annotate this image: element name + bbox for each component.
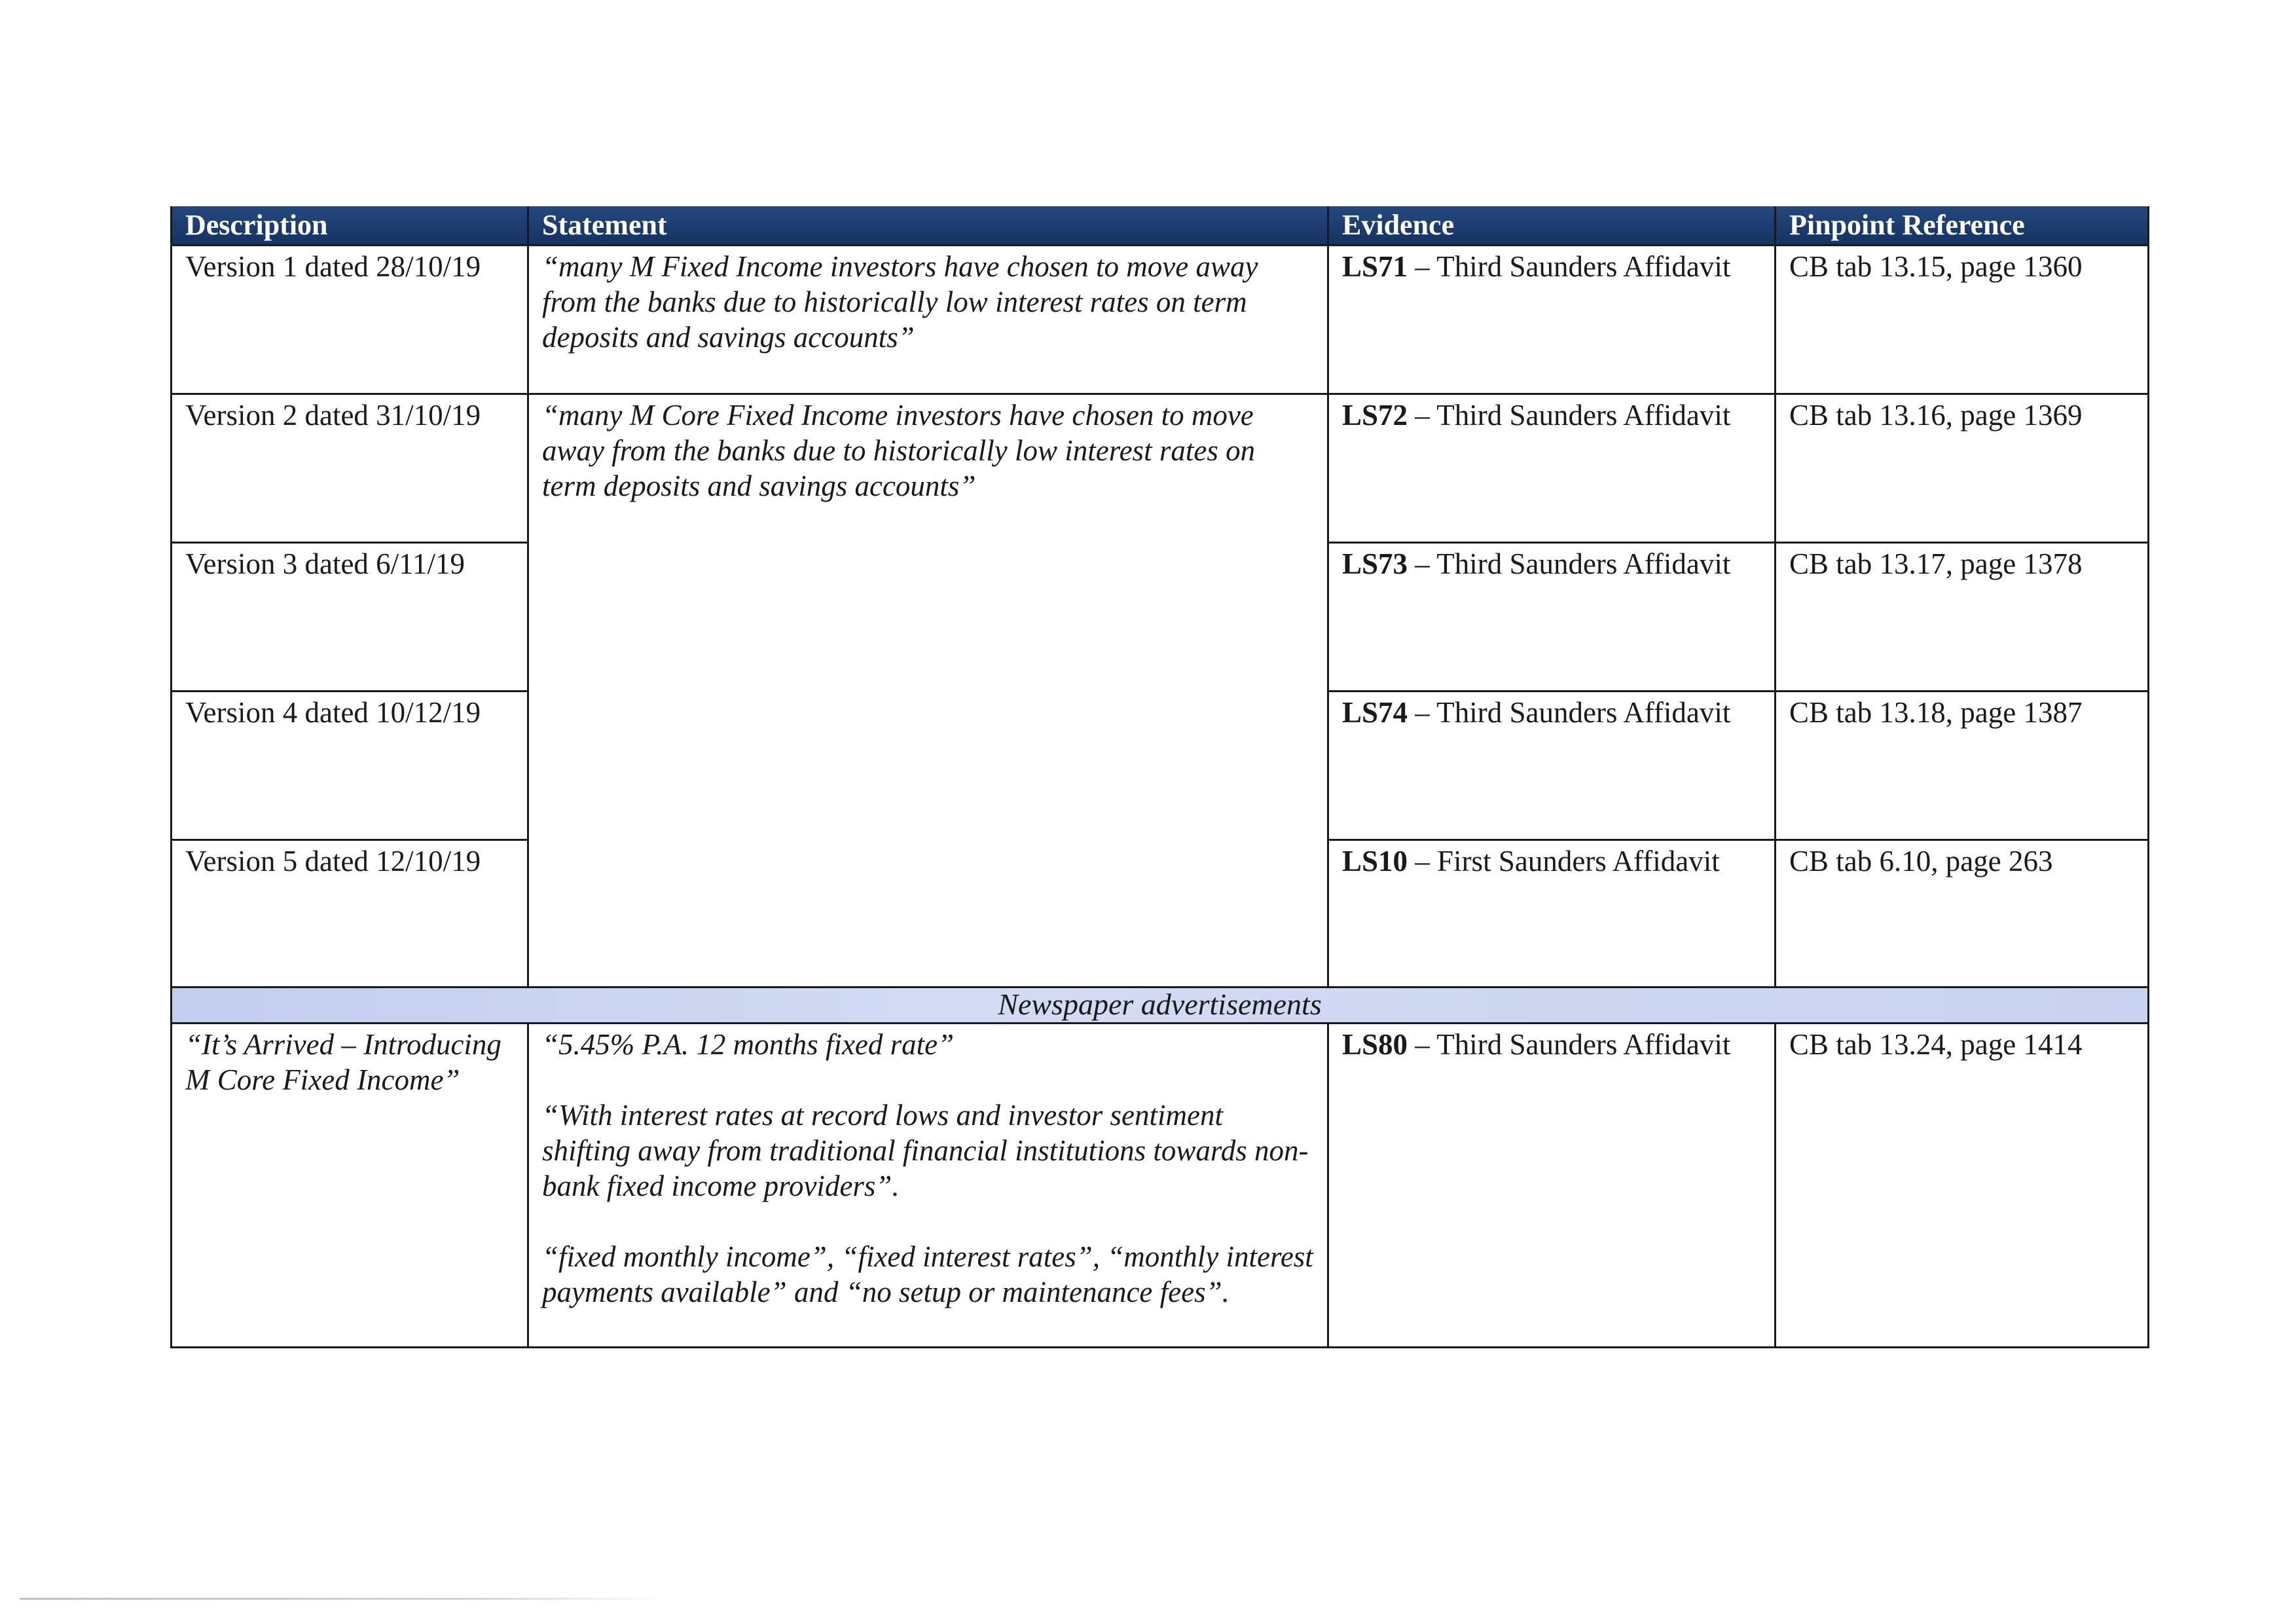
table-row bbox=[172, 394, 2149, 543]
evidence-text: – Third Saunders Affidavit bbox=[1408, 399, 1731, 432]
evidence-code: LS72 bbox=[1342, 399, 1408, 432]
statement-cell: “many M Core Fixed Income investors have chosen to move away from the banks due to historically low interest rates on term deposits and savings accounts” bbox=[528, 394, 1328, 987]
description-cell: Version 1 dated 28/10/19 bbox=[172, 246, 528, 394]
evidence-table bbox=[170, 206, 2149, 1348]
statement-cell: “many M Fixed Income investors have chosen to move away from the banks due to historically low interest rates on term deposits and savings accounts” bbox=[528, 246, 1328, 394]
evidence-text: – Third Saunders Affidavit bbox=[1408, 696, 1731, 729]
evidence-cell bbox=[1328, 246, 1776, 394]
pinpoint-cell: CB tab 13.15, page 1360 bbox=[1776, 246, 2149, 394]
statement-paragraph: “5.45% P.A. 12 months fixed rate” bbox=[542, 1028, 955, 1061]
evidence-cell bbox=[1328, 692, 1776, 840]
pinpoint-cell: CB tab 13.17, page 1378 bbox=[1776, 543, 2149, 692]
header-pinpoint-reference: Pinpoint Reference bbox=[1776, 206, 2149, 246]
section-row bbox=[172, 987, 2149, 1024]
header-statement: Statement bbox=[528, 206, 1328, 246]
table-row bbox=[172, 246, 2149, 394]
statement-cell bbox=[528, 1024, 1328, 1348]
description-cell: Version 5 dated 12/10/19 bbox=[172, 840, 528, 987]
pinpoint-cell: CB tab 13.16, page 1369 bbox=[1776, 394, 2149, 543]
evidence-cell bbox=[1328, 394, 1776, 543]
description-cell: Version 3 dated 6/11/19 bbox=[172, 543, 528, 692]
description-cell: Version 4 dated 10/12/19 bbox=[172, 692, 528, 840]
section-title: Newspaper advertisements bbox=[172, 987, 2149, 1024]
description-cell: Version 2 dated 31/10/19 bbox=[172, 394, 528, 543]
evidence-text: – Third Saunders Affidavit bbox=[1408, 250, 1731, 283]
evidence-code: LS71 bbox=[1342, 250, 1408, 283]
pinpoint-cell: CB tab 13.18, page 1387 bbox=[1776, 692, 2149, 840]
description-cell: “It’s Arrived – Introducing M Core Fixed Income” bbox=[172, 1024, 528, 1348]
header-evidence: Evidence bbox=[1328, 206, 1776, 246]
evidence-code: LS10 bbox=[1342, 845, 1408, 877]
evidence-code: LS73 bbox=[1342, 547, 1408, 580]
evidence-text: – Third Saunders Affidavit bbox=[1408, 1028, 1731, 1061]
evidence-code: LS80 bbox=[1342, 1028, 1408, 1061]
evidence-cell bbox=[1328, 543, 1776, 692]
evidence-code: LS74 bbox=[1342, 696, 1408, 729]
header-description: Description bbox=[172, 206, 528, 246]
evidence-text: – Third Saunders Affidavit bbox=[1408, 547, 1731, 580]
table-header-row bbox=[172, 206, 2149, 246]
evidence-cell bbox=[1328, 840, 1776, 987]
pinpoint-cell: CB tab 13.24, page 1414 bbox=[1776, 1024, 2149, 1348]
statement-paragraph: “With interest rates at record lows and investor sentiment shifting away from traditional financial institutions towards non-bank fixed income providers”. bbox=[542, 1099, 1309, 1202]
pinpoint-cell: CB tab 6.10, page 263 bbox=[1776, 840, 2149, 987]
table-row bbox=[172, 1024, 2149, 1348]
evidence-text: – First Saunders Affidavit bbox=[1408, 845, 1720, 877]
evidence-cell bbox=[1328, 1024, 1776, 1348]
statement-paragraph: “fixed monthly income”, “fixed interest rates”, “monthly interest payments available” and “no setup or maintenance fees”. bbox=[542, 1240, 1313, 1308]
scan-edge-line bbox=[20, 1598, 668, 1600]
